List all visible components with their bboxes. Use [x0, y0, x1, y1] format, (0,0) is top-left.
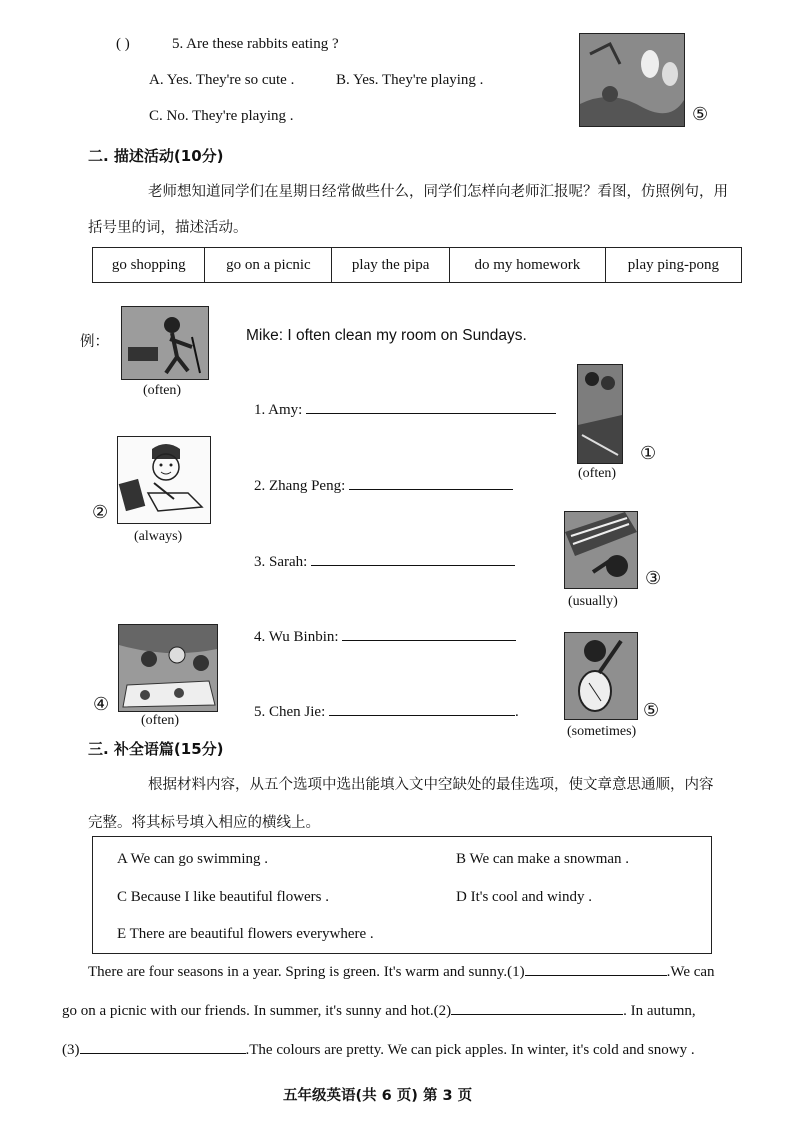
- option-d: D It's cool and windy .: [456, 889, 593, 905]
- passage-line2: [62, 1002, 696, 1020]
- section2-title: 二. 描述活动(10分): [88, 147, 224, 165]
- item1-picture: [577, 364, 623, 464]
- passage-line2-text: go on a picnic with our friends. In summer, it's sunny and hot.: [62, 1003, 434, 1019]
- item5-answer-blank[interactable]: [329, 703, 515, 716]
- item2-picture: [117, 436, 211, 524]
- blank2-answer[interactable]: [451, 1002, 623, 1015]
- item2-row: [254, 477, 513, 495]
- phrase-table: [92, 247, 742, 283]
- item1-label: 1. Amy:: [254, 402, 303, 418]
- q5-answer-paren: ( ): [116, 36, 130, 52]
- phrase-play-ping-pong: play ping-pong: [605, 248, 741, 283]
- q5-option-b: B. Yes. They're playing .: [336, 72, 484, 88]
- item5-marker: ⑤: [643, 700, 660, 721]
- q5-marker: ⑤: [692, 104, 709, 125]
- example-label: 例：: [80, 334, 109, 350]
- ping-pong-illustration: [565, 512, 637, 588]
- option-a: A We can go swimming .: [117, 851, 269, 867]
- item4-label: 4. Wu Binbin:: [254, 629, 339, 645]
- example-caption: (often): [143, 383, 182, 398]
- passage-line2-end: . In autumn,: [623, 1003, 696, 1019]
- item3-row: [254, 553, 515, 571]
- item3-marker: ③: [645, 568, 662, 589]
- section3-instruction-line1: 根据材料内容，从五个选项中选出能填入文中空缺处的最佳选项，使文章意思通顺，内容: [148, 777, 714, 793]
- rabbits-picture: [579, 33, 685, 127]
- phrase-do-my-homework: do my homework: [449, 248, 605, 283]
- q5-option-c: C. No. They're playing .: [149, 108, 294, 124]
- item1-row: [254, 401, 556, 419]
- phrase-go-on-a-picnic: go on a picnic: [205, 248, 332, 283]
- blank3-answer[interactable]: [80, 1041, 246, 1054]
- phrase-go-shopping: go shopping: [93, 248, 205, 283]
- item5-caption: (sometimes): [567, 724, 637, 739]
- item3-picture: [564, 511, 638, 589]
- item5-picture: [564, 632, 638, 720]
- blank2-number: (2): [433, 1003, 452, 1019]
- section2-instruction-line1: 老师想知道同学们在星期日经常做些什么，同学们怎样向老师汇报呢？看图，仿照例句，用: [148, 184, 728, 200]
- passage-line3: [62, 1041, 695, 1059]
- blank1-number: (1): [507, 964, 525, 980]
- example-picture: [121, 306, 209, 380]
- passage-line1: [88, 963, 715, 981]
- item4-caption: (often): [141, 713, 180, 728]
- passage-line1-end: .We can: [666, 964, 715, 980]
- clean-room-illustration: [122, 307, 208, 379]
- q5-question: 5. Are these rabbits eating ?: [172, 36, 339, 52]
- item4-marker: ④: [93, 694, 110, 715]
- picnic-illustration: [119, 625, 217, 711]
- item4-row: [254, 628, 516, 646]
- item3-answer-blank[interactable]: [311, 553, 515, 566]
- item4-picture: [118, 624, 218, 712]
- item2-caption: (always): [134, 529, 183, 544]
- item5-label: 5. Chen Jie:: [254, 704, 326, 720]
- blank1-answer[interactable]: [525, 963, 667, 976]
- section2-instruction-line2: 括号里的词，描述活动。: [88, 220, 248, 236]
- passage-line1-text: There are four seasons in a year. Spring is green. It's warm and sunny.: [88, 964, 508, 980]
- section3-instruction-line2: 完整。将其标号填入相应的横线上。: [88, 815, 320, 831]
- item2-label: 2. Zhang Peng:: [254, 478, 346, 494]
- item1-caption: (often): [578, 466, 617, 481]
- passage-line3-text: .The colours are pretty. We can pick apples. In winter, it's cold and snowy .: [245, 1042, 695, 1058]
- shopping-illustration: [578, 365, 622, 463]
- options-box: [92, 836, 712, 954]
- item5-end-period: .: [515, 704, 519, 720]
- item2-answer-blank[interactable]: [349, 477, 513, 490]
- blank3-number: (3): [62, 1042, 80, 1058]
- homework-illustration: [118, 437, 210, 523]
- option-b: B We can make a snowman .: [456, 851, 630, 867]
- item1-answer-blank[interactable]: [306, 401, 556, 414]
- example-sentence: Mike: I often clean my room on Sundays.: [246, 327, 527, 344]
- item1-marker: ①: [640, 443, 657, 464]
- pipa-illustration: [565, 633, 637, 719]
- item3-label: 3. Sarah:: [254, 554, 308, 570]
- rabbits-illustration: [580, 34, 684, 126]
- option-e: E There are beautiful flowers everywhere .: [117, 926, 374, 942]
- item5-row: [254, 703, 519, 721]
- item4-answer-blank[interactable]: [342, 628, 516, 641]
- phrase-play-the-pipa: play the pipa: [332, 248, 449, 283]
- page-footer: 五年级英语(共 6 页) 第 3 页: [283, 1088, 473, 1104]
- section3-title: 三. 补全语篇(15分): [88, 740, 224, 758]
- item3-caption: (usually): [568, 594, 618, 609]
- item2-marker: ②: [92, 502, 109, 523]
- q5-option-a: A. Yes. They're so cute .: [149, 72, 295, 88]
- option-c: C Because I like beautiful flowers .: [117, 889, 330, 905]
